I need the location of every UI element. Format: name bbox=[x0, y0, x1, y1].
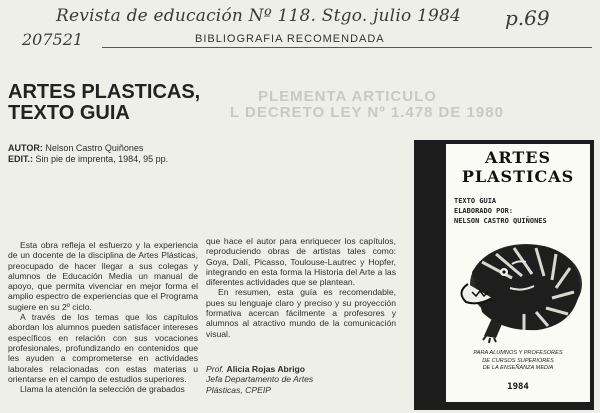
body-column-1 bbox=[8, 240, 198, 394]
cover-sub-line-1: TEXTO GUIA bbox=[454, 197, 497, 205]
bleed-through-text-2: L DECRETO LEY Nº 1.478 DE 1980 bbox=[230, 104, 504, 121]
paragraph-2: A través de los temas que los capítulos abordan los alumnos pueden satisfacer intereses específicos en relación con sus vocaciones profesionales, profundizando en contenidos que les ayuden a comprometerse en actividades laborales relacionadas con estas materias u orientarse en el campo de estudios superiores. bbox=[8, 312, 198, 384]
author-name: Nelson Castro Quiñones bbox=[45, 143, 144, 153]
book-cover-subtitle bbox=[454, 196, 547, 226]
cover-title-line-1: ARTES bbox=[484, 148, 552, 167]
header-rule bbox=[102, 47, 592, 48]
body-column-2 bbox=[206, 236, 396, 339]
author-label: AUTOR: bbox=[8, 143, 43, 153]
cover-footer-line-2: DE CURSOS SUPERIORES bbox=[482, 357, 554, 364]
paragraph-3: Llama la atención la selección de grabados bbox=[20, 384, 185, 395]
handwritten-note: Revista de educación Nº 118. Stgo. julio 1984 bbox=[56, 6, 462, 26]
article-meta bbox=[8, 143, 168, 165]
tiger-engraving bbox=[452, 232, 584, 344]
bleed-through-text-1: PLEMENTA ARTICULO bbox=[258, 88, 437, 105]
book-cover-page bbox=[446, 144, 590, 402]
paragraph-5: En resumen, esta guía es recomendable, pues su lenguaje claro y preciso y su proyección formativa acercan fácilmente a profesores y alumnos al atractivo mundo de la comunicación visual. bbox=[206, 287, 396, 339]
cover-footer-line-1: PARA ALUMNOS Y PROFESORES bbox=[473, 350, 563, 356]
book-cover-year: 1984 bbox=[507, 382, 529, 392]
author-line bbox=[8, 143, 168, 154]
cover-sub-line-2: ELABORADO POR: bbox=[454, 207, 514, 215]
signature-institution: Plásticas, CPEIP bbox=[206, 384, 271, 395]
signature-role: Jefa Departamento de Artes bbox=[206, 374, 314, 385]
edit-label: EDIT.: bbox=[8, 154, 34, 164]
book-cover-audience bbox=[446, 350, 590, 373]
book-cover-title bbox=[446, 148, 590, 186]
handwritten-page-number: p.69 bbox=[505, 6, 550, 30]
section-header: BIBLIOGRAFIA RECOMENDADA bbox=[195, 33, 385, 45]
signature-name-line bbox=[206, 364, 313, 374]
edit-line bbox=[8, 154, 168, 165]
signature-block bbox=[206, 364, 313, 395]
title-line-2: TEXTO GUIA bbox=[8, 102, 130, 124]
article-title bbox=[8, 82, 200, 124]
cover-sub-line-3: NELSON CASTRO QUIÑONES bbox=[454, 217, 547, 225]
title-line-1: ARTES PLASTICAS, bbox=[8, 81, 201, 103]
signature-name: Alicia Rojas Abrigo bbox=[226, 364, 306, 374]
edit-info: Sin pie de imprenta, 1984, 95 pp. bbox=[35, 154, 169, 164]
cover-title-line-2: PLASTICAS bbox=[461, 167, 575, 186]
paragraph-4: que hace el autor para enriquecer los capítulos, reproduciendo obras de artistas tales como: Goya, Dalí, Picasso, Toulouse-Lautrec y Hopfer, integrando en esta forma la Historia del Arte a las diferentes actividades que se plantean. bbox=[206, 236, 396, 288]
signature-prefix: Prof. bbox=[206, 364, 225, 374]
cover-footer-line-3: DE LA ENSEÑANZA MEDIA bbox=[482, 365, 554, 371]
paragraph-1: Esta obra refleja el esfuerzo y la experiencia de un docente de la disciplina de Artes Plásticas, preocupado de hacer llegar a sus colegas y alumnos de Educación Media un manual de apoyo, que permita vivenciar en mejor forma el amplio espectro de experiencias que el Programa sugiere en su 2º ciclo. bbox=[8, 240, 198, 312]
handwritten-reference-number: 207521 bbox=[22, 30, 84, 49]
book-cover-image bbox=[414, 140, 594, 410]
